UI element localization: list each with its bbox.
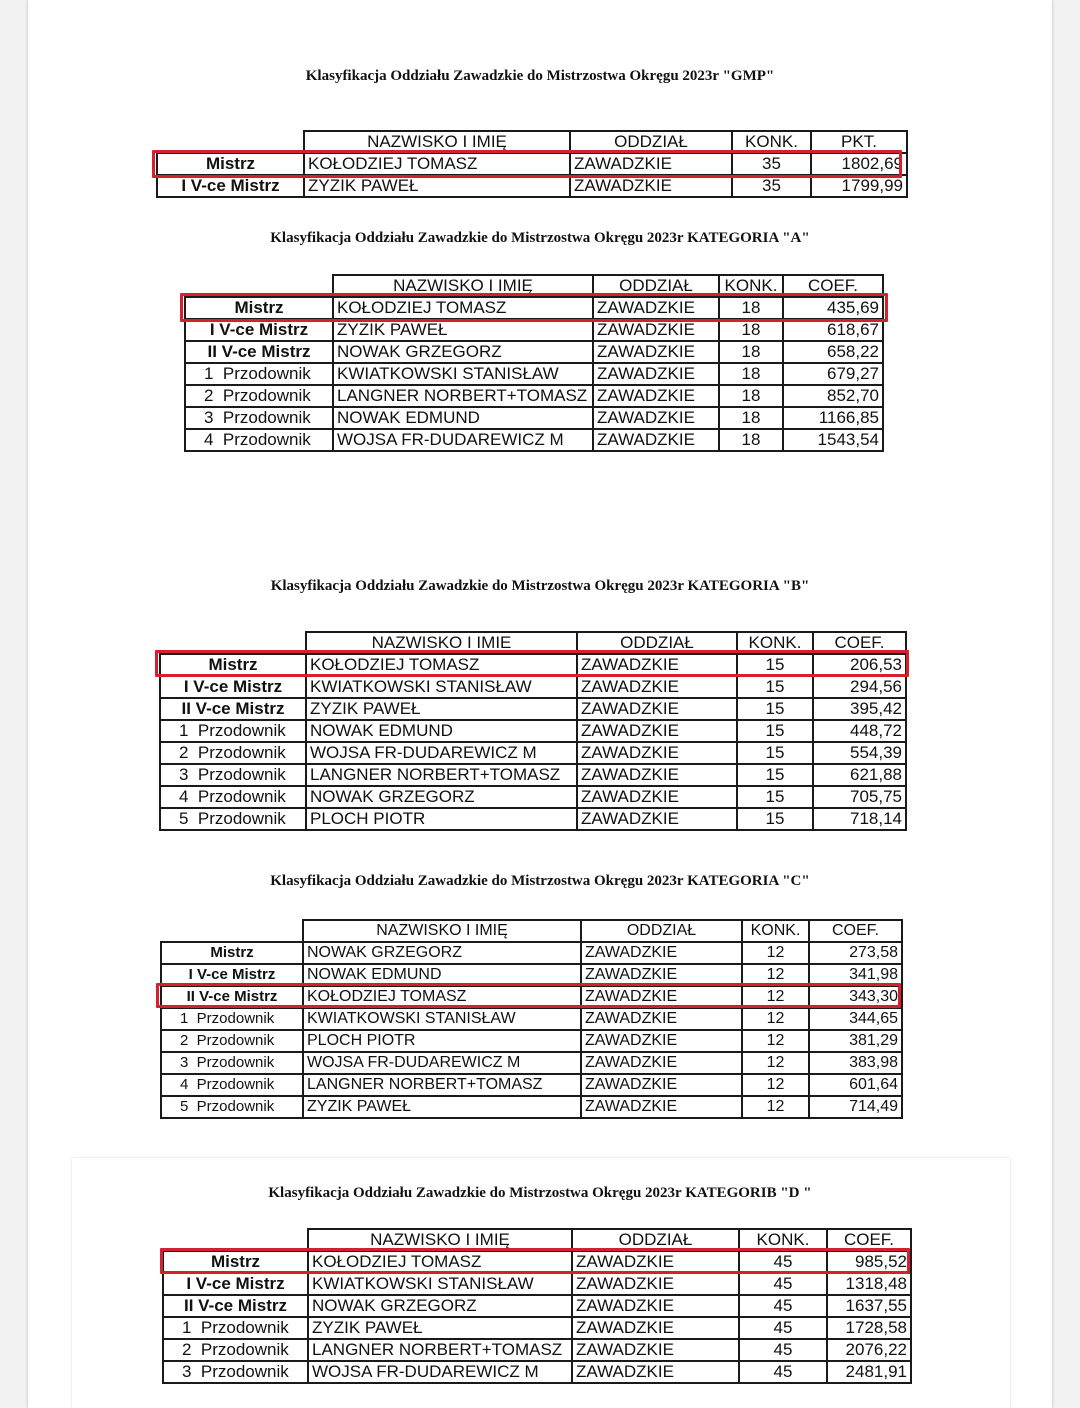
konk-cell: 12 — [742, 964, 809, 986]
value-cell: 1543,54 — [783, 429, 883, 451]
name-cell: ZYZIK PAWEŁ — [306, 698, 577, 720]
value-cell: 679,27 — [783, 363, 883, 385]
branch-cell: ZAWADZKIE — [581, 964, 742, 986]
section-title-gmp: Klasyfikacja Oddziału Zawadzkie do Mistrzostwa Okręgu 2023r "GMP" — [305, 68, 775, 84]
header-rank — [185, 275, 333, 297]
table-row — [163, 1317, 911, 1339]
table-category-d — [162, 1228, 912, 1384]
table-row — [185, 407, 883, 429]
name-cell: NOWAK GRZEGORZ — [306, 786, 577, 808]
value-cell: 658,22 — [783, 341, 883, 363]
branch-cell: ZAWADZKIE — [593, 341, 719, 363]
konk-cell: 15 — [737, 698, 813, 720]
konk-cell: 15 — [737, 742, 813, 764]
branch-cell: ZAWADZKIE — [581, 1030, 742, 1052]
rank-cell: 2 Przodownik — [163, 1339, 308, 1361]
name-cell: WOJSA FR-DUDAREWICZ M — [308, 1361, 572, 1383]
header-branch: ODDZIAŁ — [581, 920, 742, 942]
name-cell: KWIATKOWSKI STANISŁAW — [308, 1273, 572, 1295]
konk-cell: 18 — [719, 429, 783, 451]
name-cell: KWIATKOWSKI STANISŁAW — [303, 1008, 581, 1030]
rank-cell: 1 Przodownik — [160, 720, 306, 742]
header-branch: ODDZIAŁ — [572, 1229, 739, 1251]
table-row — [185, 297, 883, 319]
table-row — [185, 385, 883, 407]
name-cell: ZYZIK PAWEŁ — [303, 1096, 581, 1118]
value-cell: 1802,69 — [811, 153, 907, 175]
table-row — [160, 654, 906, 676]
value-cell: 448,72 — [813, 720, 906, 742]
header-branch: ODDZIAŁ — [593, 275, 719, 297]
table-row — [160, 698, 906, 720]
name-cell: NOWAK GRZEGORZ — [333, 341, 593, 363]
branch-cell: ZAWADZKIE — [572, 1273, 739, 1295]
table-row — [161, 1030, 902, 1052]
name-cell: NOWAK EDMUND — [306, 720, 577, 742]
table-row — [160, 720, 906, 742]
branch-cell: ZAWADZKIE — [572, 1361, 739, 1383]
branch-cell: ZAWADZKIE — [577, 654, 737, 676]
value-cell: 273,58 — [809, 942, 902, 964]
table-row — [163, 1251, 911, 1273]
value-cell: 343,30 — [809, 986, 902, 1008]
rank-cell: 3 Przodownik — [185, 407, 333, 429]
branch-cell: ZAWADZKIE — [570, 153, 732, 175]
konk-cell: 18 — [719, 407, 783, 429]
header-konk: KONK. — [742, 920, 809, 942]
rank-cell: 4 Przodownik — [161, 1074, 303, 1096]
table-header-row — [161, 920, 902, 942]
header-rank — [163, 1229, 308, 1251]
rank-cell: Mistrz — [161, 942, 303, 964]
rank-cell: Mistrz — [185, 297, 333, 319]
branch-cell: ZAWADZKIE — [577, 676, 737, 698]
rank-cell: 1 Przodownik — [185, 363, 333, 385]
name-cell: NOWAK EDMUND — [333, 407, 593, 429]
section-title-c: Klasyfikacja Oddziału Zawadzkie do Mistrzostwa Okręgu 2023r KATEGORIA "C" — [270, 873, 810, 889]
konk-cell: 15 — [737, 764, 813, 786]
header-name: NAZWISKO I IMIĘ — [308, 1229, 572, 1251]
value-cell: 2481,91 — [827, 1361, 911, 1383]
table-header-row — [157, 131, 907, 153]
konk-cell: 18 — [719, 385, 783, 407]
table-row — [161, 942, 902, 964]
header-name: NAZWISKO I IMIE — [306, 632, 577, 654]
branch-cell: ZAWADZKIE — [577, 808, 737, 830]
value-cell: 395,42 — [813, 698, 906, 720]
branch-cell: ZAWADZKIE — [572, 1339, 739, 1361]
table-row — [161, 986, 902, 1008]
table-row — [157, 175, 907, 197]
branch-cell: ZAWADZKIE — [581, 1096, 742, 1118]
table-row — [160, 786, 906, 808]
value-cell: 554,39 — [813, 742, 906, 764]
konk-cell: 12 — [742, 986, 809, 1008]
table-category-c — [160, 919, 903, 1119]
konk-cell: 45 — [739, 1317, 827, 1339]
branch-cell: ZAWADZKIE — [577, 786, 737, 808]
header-rank — [157, 131, 304, 153]
branch-cell: ZAWADZKIE — [581, 942, 742, 964]
table-row — [160, 676, 906, 698]
name-cell: ZYZIK PAWEŁ — [333, 319, 593, 341]
branch-cell: ZAWADZKIE — [581, 986, 742, 1008]
value-cell: 714,49 — [809, 1096, 902, 1118]
rank-cell: 4 Przodownik — [185, 429, 333, 451]
konk-cell: 15 — [737, 720, 813, 742]
name-cell: NOWAK EDMUND — [303, 964, 581, 986]
branch-cell: ZAWADZKIE — [570, 175, 732, 197]
table-row — [163, 1361, 911, 1383]
branch-cell: ZAWADZKIE — [577, 742, 737, 764]
table-category-a — [184, 274, 884, 452]
table-row — [161, 964, 902, 986]
branch-cell: ZAWADZKIE — [577, 764, 737, 786]
branch-cell: ZAWADZKIE — [593, 407, 719, 429]
name-cell: KOŁODZIEJ TOMASZ — [304, 153, 570, 175]
value-cell: 621,88 — [813, 764, 906, 786]
name-cell: NOWAK GRZEGORZ — [308, 1295, 572, 1317]
konk-cell: 35 — [732, 175, 811, 197]
section-title-a: Klasyfikacja Oddziału Zawadzkie do Mistrzostwa Okręgu 2023r KATEGORIA "A" — [270, 230, 810, 246]
rank-cell: II V-ce Mistrz — [160, 698, 306, 720]
name-cell: KOŁODZIEJ TOMASZ — [333, 297, 593, 319]
rank-cell: 5 Przodownik — [161, 1096, 303, 1118]
value-cell: 206,53 — [813, 654, 906, 676]
table-row — [161, 1008, 902, 1030]
header-konk: KONK. — [719, 275, 783, 297]
branch-cell: ZAWADZKIE — [577, 698, 737, 720]
rank-cell: 3 Przodownik — [161, 1052, 303, 1074]
table-row — [163, 1295, 911, 1317]
name-cell: KOŁODZIEJ TOMASZ — [303, 986, 581, 1008]
header-name: NAZWISKO I IMIĘ — [333, 275, 593, 297]
rank-cell: I V-ce Mistrz — [161, 964, 303, 986]
konk-cell: 45 — [739, 1251, 827, 1273]
branch-cell: ZAWADZKIE — [593, 385, 719, 407]
header-name: NAZWISKO I IMIĘ — [304, 131, 570, 153]
header-value: PKT. — [811, 131, 907, 153]
table-row — [185, 341, 883, 363]
value-cell: 705,75 — [813, 786, 906, 808]
konk-cell: 18 — [719, 363, 783, 385]
konk-cell: 45 — [739, 1361, 827, 1383]
rank-cell: I V-ce Mistrz — [163, 1273, 308, 1295]
value-cell: 1318,48 — [827, 1273, 911, 1295]
rank-cell: 2 Przodownik — [185, 385, 333, 407]
branch-cell: ZAWADZKIE — [572, 1295, 739, 1317]
header-branch: ODDZIAŁ — [577, 632, 737, 654]
header-value: COEF. — [783, 275, 883, 297]
branch-cell: ZAWADZKIE — [572, 1317, 739, 1339]
name-cell: WOJSA FR-DUDAREWICZ M — [303, 1052, 581, 1074]
konk-cell: 18 — [719, 319, 783, 341]
header-branch: ODDZIAŁ — [570, 131, 732, 153]
value-cell: 435,69 — [783, 297, 883, 319]
section-title-d: Klasyfikacja Oddziału Zawadzkie do Mistrzostwa Okręgu 2023r KATEGORIB "D " — [268, 1185, 812, 1201]
table-row — [163, 1273, 911, 1295]
value-cell: 1166,85 — [783, 407, 883, 429]
rank-cell: 5 Przodownik — [160, 808, 306, 830]
name-cell: LANGNER NORBERT+TOMASZ — [333, 385, 593, 407]
name-cell: LANGNER NORBERT+TOMASZ — [303, 1074, 581, 1096]
name-cell: PLOCH PIOTR — [303, 1030, 581, 1052]
table-row — [185, 429, 883, 451]
value-cell: 2076,22 — [827, 1339, 911, 1361]
header-value: COEF. — [809, 920, 902, 942]
header-value: COEF. — [827, 1229, 911, 1251]
table-category-b — [159, 631, 907, 831]
rank-cell: I V-ce Mistrz — [185, 319, 333, 341]
rank-cell: I V-ce Mistrz — [160, 676, 306, 698]
name-cell: LANGNER NORBERT+TOMASZ — [306, 764, 577, 786]
name-cell: PLOCH PIOTR — [306, 808, 577, 830]
rank-cell: 3 Przodownik — [163, 1361, 308, 1383]
table-header-row — [160, 632, 906, 654]
header-konk: KONK. — [737, 632, 813, 654]
name-cell: WOJSA FR-DUDAREWICZ M — [333, 429, 593, 451]
value-cell: 618,67 — [783, 319, 883, 341]
table-header-row — [185, 275, 883, 297]
rank-cell: 4 Przodownik — [160, 786, 306, 808]
konk-cell: 12 — [742, 942, 809, 964]
konk-cell: 12 — [742, 1008, 809, 1030]
table-gmp — [156, 130, 908, 198]
name-cell: KOŁODZIEJ TOMASZ — [308, 1251, 572, 1273]
name-cell: KOŁODZIEJ TOMASZ — [306, 654, 577, 676]
value-cell: 294,56 — [813, 676, 906, 698]
rank-cell: II V-ce Mistrz — [163, 1295, 308, 1317]
branch-cell: ZAWADZKIE — [577, 720, 737, 742]
rank-cell: 1 Przodownik — [161, 1008, 303, 1030]
branch-cell: ZAWADZKIE — [572, 1251, 739, 1273]
konk-cell: 15 — [737, 808, 813, 830]
rank-cell: I V-ce Mistrz — [157, 175, 304, 197]
value-cell: 985,52 — [827, 1251, 911, 1273]
value-cell: 381,29 — [809, 1030, 902, 1052]
rank-cell: Mistrz — [157, 153, 304, 175]
konk-cell: 12 — [742, 1096, 809, 1118]
name-cell: LANGNER NORBERT+TOMASZ — [308, 1339, 572, 1361]
header-rank — [160, 632, 306, 654]
branch-cell: ZAWADZKIE — [593, 363, 719, 385]
konk-cell: 15 — [737, 654, 813, 676]
section-title-b: Klasyfikacja Oddziału Zawadzkie do Mistrzostwa Okręgu 2023r KATEGORIA "B" — [270, 578, 810, 594]
header-value: COEF. — [813, 632, 906, 654]
rank-cell: Mistrz — [160, 654, 306, 676]
table-row — [161, 1096, 902, 1118]
value-cell: 344,65 — [809, 1008, 902, 1030]
rank-cell: 2 Przodownik — [160, 742, 306, 764]
table-row — [185, 363, 883, 385]
name-cell: ZYZIK PAWEŁ — [308, 1317, 572, 1339]
branch-cell: ZAWADZKIE — [593, 319, 719, 341]
value-cell: 1799,99 — [811, 175, 907, 197]
value-cell: 852,70 — [783, 385, 883, 407]
value-cell: 1637,55 — [827, 1295, 911, 1317]
konk-cell: 45 — [739, 1273, 827, 1295]
branch-cell: ZAWADZKIE — [581, 1008, 742, 1030]
konk-cell: 35 — [732, 153, 811, 175]
name-cell: KWIATKOWSKI STANISŁAW — [306, 676, 577, 698]
table-row — [163, 1339, 911, 1361]
branch-cell: ZAWADZKIE — [593, 429, 719, 451]
value-cell: 718,14 — [813, 808, 906, 830]
konk-cell: 12 — [742, 1052, 809, 1074]
header-konk: KONK. — [739, 1229, 827, 1251]
value-cell: 341,98 — [809, 964, 902, 986]
table-header-row — [163, 1229, 911, 1251]
branch-cell: ZAWADZKIE — [593, 297, 719, 319]
table-row — [160, 742, 906, 764]
konk-cell: 12 — [742, 1074, 809, 1096]
konk-cell: 18 — [719, 341, 783, 363]
name-cell: KWIATKOWSKI STANISŁAW — [333, 363, 593, 385]
value-cell: 1728,58 — [827, 1317, 911, 1339]
table-row — [160, 764, 906, 786]
value-cell: 601,64 — [809, 1074, 902, 1096]
rank-cell: 2 Przodownik — [161, 1030, 303, 1052]
table-row — [185, 319, 883, 341]
rank-cell: 1 Przodownik — [163, 1317, 308, 1339]
rank-cell: II V-ce Mistrz — [185, 341, 333, 363]
header-rank — [161, 920, 303, 942]
rank-cell: Mistrz — [163, 1251, 308, 1273]
rank-cell: 3 Przodownik — [160, 764, 306, 786]
konk-cell: 45 — [739, 1295, 827, 1317]
table-row — [160, 808, 906, 830]
name-cell: ZYZIK PAWEŁ — [304, 175, 570, 197]
konk-cell: 15 — [737, 676, 813, 698]
table-row — [157, 153, 907, 175]
name-cell: NOWAK GRZEGORZ — [303, 942, 581, 964]
branch-cell: ZAWADZKIE — [581, 1052, 742, 1074]
table-row — [161, 1052, 902, 1074]
header-konk: KONK. — [732, 131, 811, 153]
konk-cell: 45 — [739, 1339, 827, 1361]
value-cell: 383,98 — [809, 1052, 902, 1074]
rank-cell: II V-ce Mistrz — [161, 986, 303, 1008]
name-cell: WOJSA FR-DUDAREWICZ M — [306, 742, 577, 764]
konk-cell: 12 — [742, 1030, 809, 1052]
table-row — [161, 1074, 902, 1096]
branch-cell: ZAWADZKIE — [581, 1074, 742, 1096]
header-name: NAZWISKO I IMIĘ — [303, 920, 581, 942]
konk-cell: 15 — [737, 786, 813, 808]
konk-cell: 18 — [719, 297, 783, 319]
